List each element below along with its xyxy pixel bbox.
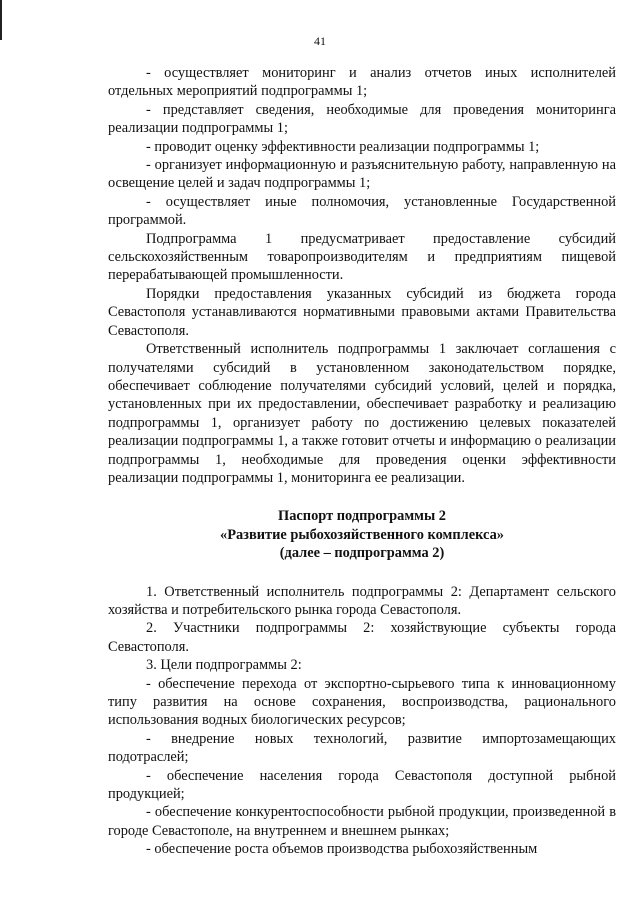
paragraph: - проводит оценку эффективности реализации подпрограммы 1;	[146, 138, 540, 155]
section-heading-subtitle: «Развитие рыбохозяйственного комплекса»	[220, 526, 504, 543]
paragraph: 1. Ответственный исполнитель подпрограммы 2: Департамент сельского хозяйства и потребительского рынка города Севастополя.	[108, 583, 616, 618]
section-heading-title: Паспорт подпрограммы 2	[278, 508, 446, 525]
page-content	[108, 64, 616, 859]
paragraph: Ответственный исполнитель подпрограммы 1 заключает соглашения с получателями субсидий в установленном законодательством порядке, обеспечивает соблюдение получателями субсидий условий, целей и порядка, установленных при их предоставлении, обеспечивает разработку и реализацию подпрограммы 1, организует работу по достижению целевых показателей реализации подпрограммы 1, а также готовит отчеты и информацию о реализации подпрограммы 1, необходимые для проведения оценки эффективности реализации подпрограммы 1, мониторинга ее реализации.	[108, 341, 616, 486]
page-number: 41	[314, 34, 326, 48]
paragraph: Порядки предоставления указанных субсидий из бюджета города Севастополя устанавливаются нормативными правовыми актами Правительства Севастополя.	[108, 285, 616, 339]
paragraph: - обеспечение перехода от экспортно-сырьевого типа к инновационному типу развития на основе сохранения, воспроизводства, рационального использования водных биологических ресурсов;	[108, 675, 616, 729]
paragraph: - обеспечение роста объемов производства рыбохозяйственным	[146, 841, 538, 858]
paragraph: Подпрограмма 1 предусматривает предоставление субсидий сельскохозяйственным товаропроизводителям и предприятиям пищевой перерабатывающей промышленности.	[108, 230, 616, 284]
section-heading-note: (далее – подпрограмма 2)	[279, 545, 445, 562]
paragraph: 2. Участники подпрограммы 2: хозяйствующие субъекты города Севастополя.	[108, 620, 616, 655]
paragraph: - внедрение новых технологий, развитие импортозамещающих подотраслей;	[108, 730, 616, 766]
paragraph: - осуществляет мониторинг и анализ отчетов иных исполнителей отдельных мероприятий подпрограммы 1;	[108, 65, 616, 100]
paragraph: 3. Цели подпрограммы 2:	[146, 657, 302, 674]
paragraph: - организует информационную и разъяснительную работу, направленную на освещение целей и задач подпрограммы 1;	[108, 157, 616, 192]
paragraph: - обеспечение конкурентоспособности рыбной продукции, произведенной в городе Севастополе, на внутреннем и внешнем рынках;	[108, 804, 616, 839]
paragraph: - представляет сведения, необходимые для проведения мониторинга реализации подпрограммы 1;	[108, 101, 616, 137]
paragraph: - обеспечение населения города Севастополя доступной рыбной продукцией;	[108, 767, 616, 803]
paragraph: - осуществляет иные полномочия, установленные Государственной программой.	[108, 193, 616, 229]
